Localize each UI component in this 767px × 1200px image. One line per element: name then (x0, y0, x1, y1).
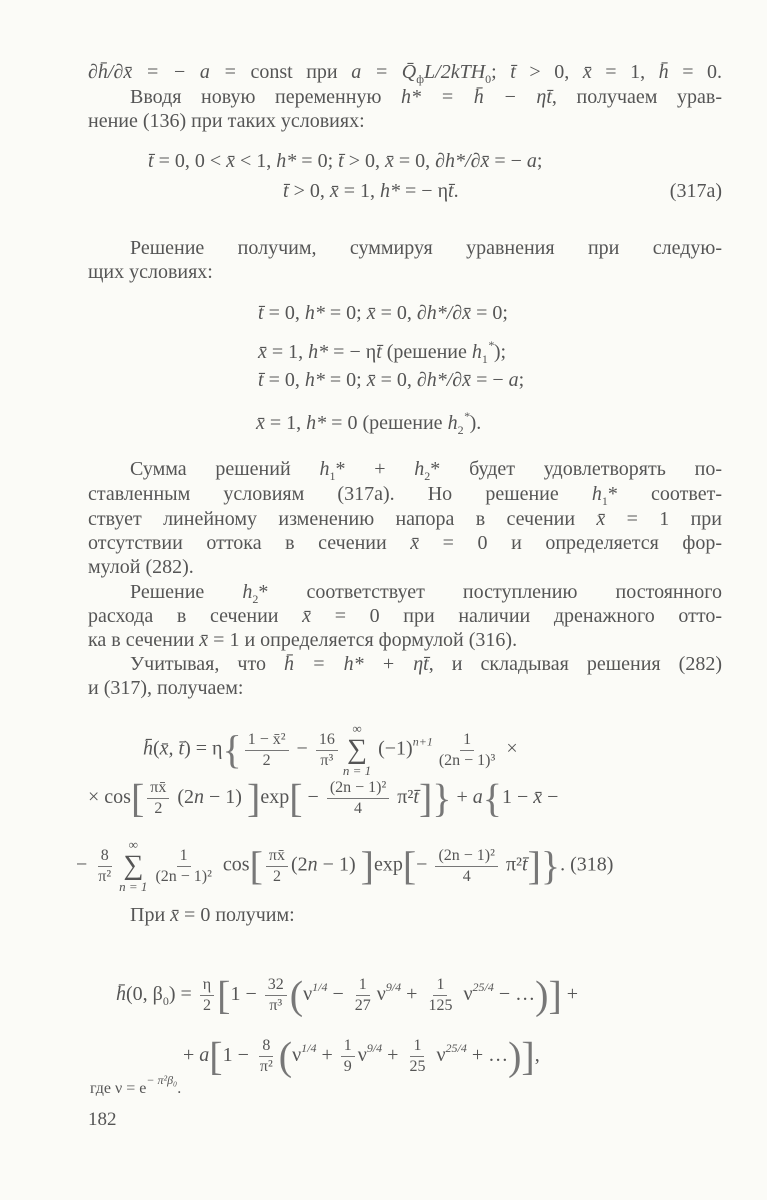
text-run: = 0 получим: (179, 904, 295, 926)
math-symbol: h (471, 341, 482, 363)
fraction (435, 846, 497, 887)
numerator: 1 − x̄² (245, 730, 289, 751)
text-run: ν (431, 1044, 446, 1067)
math-symbol: x̄ (582, 61, 592, 83)
numerator: (2n − 1)² (327, 778, 389, 799)
text-run: = 0; (324, 302, 367, 324)
text-run: ствует линейному изменению напора в сечении (88, 508, 597, 530)
fraction (436, 730, 498, 771)
text-run: = 0, (375, 302, 417, 324)
bracket: ]} (418, 775, 452, 821)
text-run: . (318) (560, 853, 614, 876)
sum-lower-limit: n = 1 (119, 879, 148, 894)
denominator: (2n − 1)³ (438, 751, 496, 769)
math-symbol: a (526, 150, 537, 172)
text-run: При (130, 904, 171, 926)
text-run: ) = (168, 983, 197, 1006)
subscript: 2 (457, 423, 464, 437)
text-line (130, 236, 722, 260)
text-run: × cos (88, 786, 131, 809)
superscript: * (487, 338, 494, 352)
superscript: n+1 (412, 734, 433, 749)
text-run: = − (489, 150, 527, 172)
text-line (88, 507, 722, 531)
text-run: + … (466, 1044, 509, 1067)
denominator: 27 (354, 997, 371, 1014)
bracket: [ (289, 775, 303, 821)
math-symbol: x̄ (199, 629, 209, 651)
text-run: ) = η (184, 737, 223, 760)
page-number: 182 (88, 1109, 117, 1130)
math-symbol: a (508, 369, 519, 391)
bracket: [ (209, 1033, 223, 1079)
math-symbol: ∂h*/∂x̄ (416, 302, 472, 324)
equation-number: (317а) (669, 180, 722, 202)
math-symbol: t̄ (448, 180, 454, 202)
text-run: * соответствует поступлению постоянного (258, 581, 723, 603)
subscript: 2 (424, 469, 431, 483)
text-line (130, 903, 722, 927)
math-symbol: x̄ (384, 150, 394, 172)
bracket: ( (289, 972, 304, 1018)
text-run: отсутствии оттока в сечении (88, 532, 411, 554)
text-line (88, 109, 722, 133)
text-run: = 1, (591, 61, 659, 83)
bracket: [ (402, 843, 417, 888)
text-run: расхода в сечении (88, 605, 303, 627)
denominator: π³ (320, 751, 334, 769)
text-run: − (542, 786, 559, 809)
text-line (88, 676, 722, 700)
equation-317a (283, 179, 722, 203)
text-run: = 0 при наличии дренажного отто- (311, 605, 723, 627)
text-run: = 0, (263, 302, 305, 324)
text-run: + (183, 1044, 200, 1067)
text-run: нение (136) при таких условиях: (88, 110, 365, 132)
bracket: [ (249, 843, 263, 888)
math-symbol: ∂h̄/∂x̄ = − a = (88, 61, 237, 83)
math-symbol: h̄ = h* + ηt̄ (284, 653, 429, 675)
fraction (245, 730, 289, 771)
numerator: 32 (265, 975, 287, 996)
text-run: 1 − (222, 1044, 254, 1067)
superscript: 25/4 (445, 1041, 467, 1056)
text-line (130, 85, 722, 109)
math-symbol: x̄ (329, 180, 339, 202)
text-run: − (327, 983, 349, 1006)
numerator: 1 (356, 975, 370, 996)
text-run: < 1, (235, 150, 277, 172)
text-line (130, 652, 722, 676)
numerator: 8 (259, 1036, 273, 1057)
math-symbol: x̄ (170, 904, 180, 926)
math-symbol: a (199, 1044, 210, 1067)
math-symbol: t̄ (510, 61, 516, 83)
text-run: * соответ- (607, 483, 722, 505)
bracket: ] (360, 843, 374, 888)
math-symbol: h* (276, 150, 297, 172)
note-line (90, 1068, 722, 1101)
text-run: ); (493, 341, 507, 363)
math-symbol: L/2kTH (424, 61, 486, 83)
text-run: , и складывая решения (282) (428, 653, 722, 675)
equation-318-line3 (76, 838, 722, 894)
text-run: + (401, 983, 423, 1006)
bracket: [ (130, 775, 145, 821)
numerator: 16 (316, 730, 338, 751)
text-run: − (302, 786, 324, 809)
text-run: где ν = e (90, 1080, 147, 1097)
text-run: = − η (400, 180, 449, 202)
text-run: + (382, 1044, 404, 1067)
text-run: ν (458, 983, 473, 1006)
text-run: = 1, (338, 180, 381, 202)
denominator: 25 (409, 1058, 426, 1075)
math-symbol: t̄ (258, 302, 264, 324)
math-symbol: x̄ (366, 369, 376, 391)
numerator: η (200, 975, 214, 996)
bracket: ] (246, 775, 261, 821)
math-symbol: n (194, 786, 205, 809)
text-run: 1 − (501, 786, 534, 809)
denominator: 4 (354, 800, 363, 817)
numerator: 1 (177, 846, 191, 867)
text-run: = 0; (324, 369, 367, 391)
text-run: = 0, (393, 150, 436, 172)
text-run: + (316, 1044, 338, 1067)
bracket: { (222, 727, 242, 772)
bracket: ]} (527, 843, 561, 888)
subscript: 0 (162, 994, 169, 1009)
sigma-icon: ∑ (346, 734, 367, 765)
text-run: = 0, (375, 369, 417, 391)
condition-line (258, 368, 722, 392)
text-run: exp (260, 786, 290, 809)
text-run: , (534, 1044, 540, 1067)
math-symbol: t̄ (413, 786, 419, 809)
text-run: − (76, 853, 93, 876)
text-run: = − η (328, 341, 377, 363)
math-symbol: h* (308, 341, 329, 363)
numerator: 8 (98, 846, 112, 867)
sum-upper-limit: ∞ (128, 837, 138, 852)
superscript: 1/4 (312, 980, 328, 995)
equation-line (148, 149, 722, 173)
text-run: Решение (130, 581, 243, 603)
math-symbol: x̄ (596, 508, 606, 530)
sigma-icon: ∑ (123, 850, 144, 881)
subscript: ф (416, 72, 425, 86)
text-run: * будет удовлетворять по- (430, 458, 722, 480)
sum-lower-limit: n = 1 (342, 763, 372, 778)
denominator: 2 (154, 800, 163, 817)
text-run: = 0, 0 < (153, 150, 227, 172)
denominator: 4 (462, 867, 471, 885)
numerator: 1 (410, 1036, 424, 1057)
math-symbol: x̄ (226, 150, 236, 172)
text-run: ν (303, 983, 313, 1006)
subscript: 1 (601, 494, 608, 508)
text-run: ; (536, 150, 543, 172)
text-run: = 0, (263, 369, 305, 391)
math-symbol: t̄ (376, 341, 382, 363)
math-symbol: t̄ (258, 369, 264, 391)
text-run: Решение получим, суммируя уравнения при следую- (130, 237, 722, 259)
equation-318-line2 (88, 775, 722, 821)
text-run: − … (493, 983, 536, 1006)
text-run: ка в сечении (88, 629, 200, 651)
fraction (147, 778, 169, 819)
text-run: × (501, 737, 518, 760)
denominator: π³ (269, 997, 283, 1014)
text-run: = 0; (296, 150, 339, 172)
math-symbol: h* (304, 369, 325, 391)
superscript: 9/4 (385, 980, 402, 995)
denominator: (2n − 1)² (155, 867, 212, 885)
math-symbol: h* (380, 180, 401, 202)
math-symbol: h* = h̄ − ηt̄ (401, 86, 552, 108)
math-symbol: x̄ (410, 532, 420, 554)
text-run: ставленным условиям (317а). Но решение (88, 483, 592, 505)
math-symbol: x̄, t̄ (159, 737, 185, 760)
text-run: ; (491, 61, 511, 83)
math-symbol: x̄ (366, 302, 376, 324)
equation-h0-line1 (116, 972, 722, 1018)
numerator: πx̄ (147, 778, 169, 799)
numerator: 1 (341, 1036, 355, 1057)
text-run: (2 (291, 853, 308, 876)
text-run: π² (392, 786, 414, 809)
numerator: 1 (460, 730, 474, 751)
subscript: 0 (485, 72, 492, 86)
text-run: = − (471, 369, 509, 391)
math-symbol: x̄ (256, 412, 265, 434)
text-run: = 1, (266, 341, 309, 363)
superscript: * (463, 409, 470, 423)
text-line (88, 260, 722, 284)
math-symbol: n (307, 853, 318, 876)
fraction (352, 975, 374, 1016)
bracket: { (482, 775, 502, 821)
math-symbol: h̄ (143, 737, 153, 760)
text-run: − (291, 737, 313, 760)
denominator: π² (98, 867, 112, 885)
fraction (200, 975, 214, 1016)
text-line (88, 531, 722, 555)
text-run: = 1 при (605, 508, 723, 530)
denominator: 125 (428, 997, 453, 1014)
text-run: exp (373, 853, 403, 876)
superscript: − π²β₀ (146, 1073, 178, 1087)
text-run: Учитывая, что (130, 653, 284, 675)
superscript: 9/4 (366, 1041, 383, 1056)
text-run: = 0 и определяется фор- (419, 532, 722, 554)
fraction (425, 975, 455, 1016)
text-line (88, 628, 722, 652)
text-run: ν (376, 983, 386, 1006)
math-symbol: h̄ (658, 61, 669, 83)
text-line (88, 604, 722, 628)
text-run: + (561, 983, 579, 1006)
math-symbol: ∂h*/∂x̄ (435, 150, 490, 172)
math-symbol: t̄ (148, 150, 154, 172)
condition-line (258, 333, 722, 371)
denominator: 9 (343, 1058, 352, 1075)
denominator: 2 (262, 751, 271, 769)
math-symbol: t̄ (522, 853, 528, 876)
text-run: = 1 и определяется формулой (316). (208, 629, 518, 651)
text-run: ν (357, 1044, 367, 1067)
math-symbol: ∂h*/∂x̄ (416, 369, 472, 391)
text-run: , получаем урав- (551, 86, 723, 108)
bracket: [ (217, 972, 231, 1018)
math-symbol: t̄ (283, 180, 289, 202)
subscript: 1 (329, 469, 336, 483)
condition-line (258, 301, 722, 325)
summation-icon (343, 722, 371, 778)
text-run: . (177, 1080, 182, 1097)
math-symbol: a (472, 786, 483, 809)
denominator: 2 (272, 867, 281, 885)
condition-line (256, 404, 722, 442)
equation-318-line1 (143, 722, 722, 778)
fraction (152, 846, 214, 887)
text-run: и (317), получаем: (88, 677, 244, 699)
math-symbol: h* (304, 302, 325, 324)
fraction (265, 975, 287, 1016)
sum-upper-limit: ∞ (352, 721, 362, 736)
text-run: (решение (381, 341, 472, 363)
math-symbol: h (319, 458, 330, 480)
math-symbol: t̄ (338, 150, 344, 172)
text-run: cos (217, 853, 250, 876)
superscript: 1/4 (301, 1041, 317, 1056)
math-symbol: h (591, 483, 602, 505)
math-symbol: x̄ (533, 786, 543, 809)
denominator: π² (259, 1058, 273, 1075)
text-run: (−1) (373, 737, 413, 760)
fraction (266, 846, 288, 887)
text-run: Сумма решений (130, 458, 320, 480)
text-run: ( (153, 737, 160, 760)
bracket: )] (535, 972, 562, 1018)
text-run: − 1) (317, 853, 361, 876)
subscript: 1 (481, 352, 488, 366)
bracket: )] (508, 1033, 535, 1079)
text-run: ). (469, 412, 482, 434)
text-line (88, 555, 722, 579)
text-run: = 1, (264, 412, 307, 434)
math-symbol: h (242, 581, 253, 603)
fraction (327, 778, 389, 819)
text-run: (2 (172, 786, 195, 809)
text-run: + (451, 786, 473, 809)
math-symbol: h̄ (116, 983, 126, 1006)
text-run: (0, β (126, 983, 163, 1006)
text-run: = 0. (668, 61, 723, 83)
superscript: 25/4 (472, 980, 494, 995)
math-symbol: h (414, 458, 425, 480)
numerator: (2n − 1)² (435, 846, 497, 867)
math-symbol: a = Q̄ (351, 61, 417, 83)
text-run: мулой (282). (88, 556, 194, 578)
text-run: 1 − (230, 983, 262, 1006)
text-run: π² (500, 853, 523, 876)
bracket: ( (278, 1033, 293, 1079)
summation-icon (119, 838, 147, 894)
text-run: ; (518, 369, 525, 391)
text-run: > 0, (515, 61, 583, 83)
text-run: const при (236, 61, 352, 83)
text-run: * + (335, 458, 415, 480)
text-run: = 0 (решение (326, 412, 448, 434)
numerator: πx̄ (266, 846, 288, 867)
numerator: 1 (433, 975, 447, 996)
denominator: 2 (202, 997, 211, 1014)
text-run: ν (292, 1044, 302, 1067)
text-run: − (416, 853, 433, 876)
subscript: 2 (252, 592, 259, 606)
math-symbol: h (447, 412, 458, 434)
text-run: > 0, (343, 150, 385, 172)
math-symbol: x̄ (302, 605, 312, 627)
text-run: > 0, (288, 180, 330, 202)
fraction (95, 846, 114, 887)
text-run: щих условиях: (88, 261, 213, 283)
text-run: . (453, 180, 459, 202)
text-run: = 0; (471, 302, 508, 324)
text-run: Вводя новую переменную (130, 86, 402, 108)
text-run: − 1) (204, 786, 247, 809)
fraction (316, 730, 338, 771)
math-symbol: h* (306, 412, 327, 434)
math-symbol: x̄ (258, 341, 267, 363)
